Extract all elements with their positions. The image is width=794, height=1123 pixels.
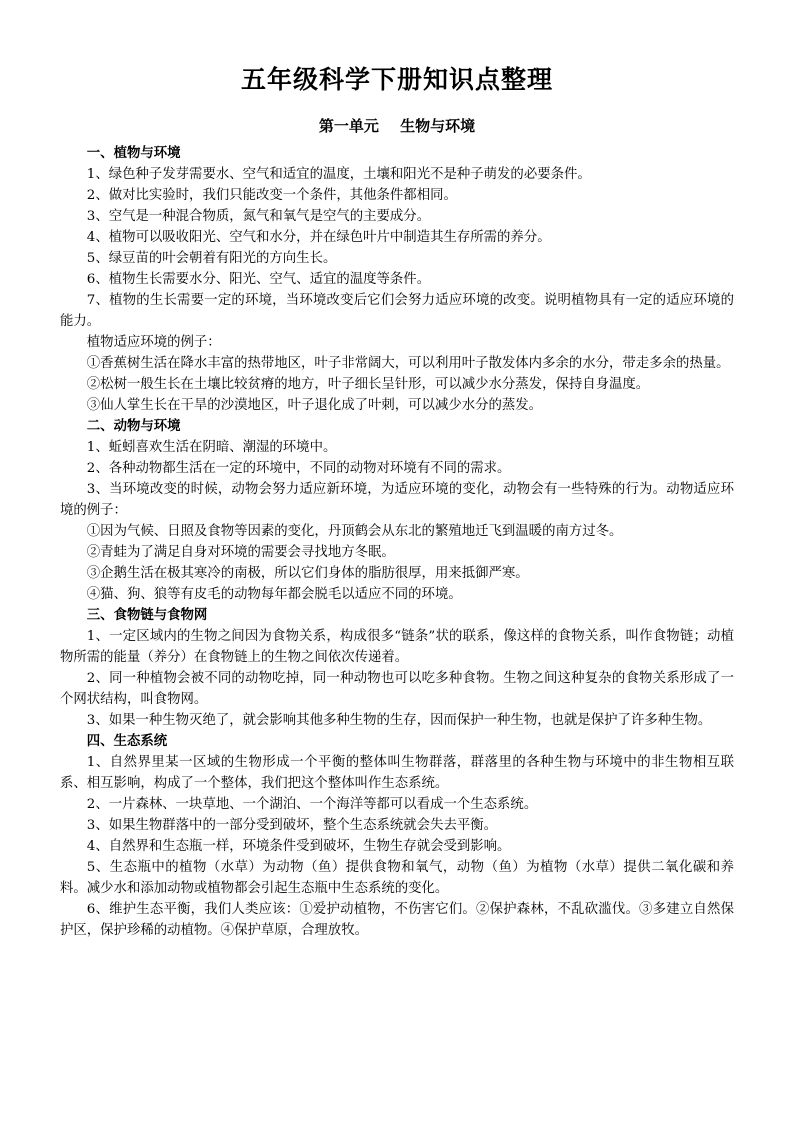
section-heading: 二、动物与环境 <box>86 419 181 434</box>
section-food-chain-web <box>60 605 734 731</box>
paragraph: 6、植物生长需要水分、阳光、空气、适宜的温度等条件。 <box>86 272 431 287</box>
paragraph: 3、当环境改变的时候，动物会努力适应新环境，为适应环境的变化，动物会有一些特殊的行为。动物适应环境的例子： <box>60 482 734 518</box>
paragraph: ①香蕉树生活在降水丰富的热带地区，叶子非常阔大，可以利用叶子散发体内多余的水分，带走多余的热量。 <box>86 356 730 371</box>
paragraph: 2、做对比实验时，我们只能改变一个条件，其他条件都相同。 <box>86 188 457 203</box>
unit-label: 第一单元 <box>318 117 379 135</box>
paragraph: ③仙人掌生长在干旱的沙漠地区，叶子退化成了叶刺，可以减少水分的蒸发。 <box>86 398 543 413</box>
paragraph: ③企鹅生活在极其寒冷的南极，所以它们身体的脂肪很厚，用来抵御严寒。 <box>86 566 529 581</box>
document-body <box>60 143 734 941</box>
paragraph: ②松树一般生长在土壤比较贫瘠的地方，叶子细长呈针形，可以减少水分蒸发，保持自身温度。 <box>86 377 650 392</box>
paragraph: 1、自然界里某一区域的生物形成一个平衡的整体叫生物群落，群落里的各种生物与环境中的非生物相互联系、相互影响，构成了一个整体，我们把这个整体叫作生态系统。 <box>60 755 734 791</box>
section-animals-environment <box>60 416 734 605</box>
page-title: 五年级科学下册知识点整理 <box>240 65 553 94</box>
unit-heading <box>0 114 794 138</box>
paragraph: 3、如果生物群落中的一部分受到破坏，整个生态系统就会失去平衡。 <box>86 818 498 833</box>
section-heading: 一、植物与环境 <box>86 146 181 161</box>
section-ecosystem <box>60 731 734 941</box>
paragraph: 4、植物可以吸收阳光、空气和水分，并在绿色叶片中制造其生存所需的养分。 <box>86 230 551 245</box>
paragraph: 6、维护生态平衡，我们人类应该：①爱护动植物，不伤害它们。②保护森林，不乱砍滥伐。③多建立自然保护区，保护珍稀的动植物。④保护草原，合理放牧。 <box>60 902 734 938</box>
paragraph: 植物适应环境的例子： <box>86 335 221 350</box>
paragraph: 2、各种动物都生活在一定的环境中，不同的动物对环境有不同的需求。 <box>86 461 511 476</box>
paragraph: ④猫、狗、狼等有皮毛的动物每年都会脱毛以适应不同的环境。 <box>86 587 462 602</box>
section-heading: 四、生态系统 <box>86 734 168 749</box>
paragraph: 5、生态瓶中的植物（水草）为动物（鱼）提供食物和氧气，动物（鱼）为植物（水草）提供二氧化碳和养料。减少水和添加动物或植物都会引起生态瓶中生态系统的变化。 <box>60 860 734 896</box>
paragraph: 1、一定区域内的生物之间因为食物关系，构成很多“链条”状的联系，像这样的食物关系，叫作食物链；动植物所需的能量（养分）在食物链上的生物之间依次传递着。 <box>60 629 734 665</box>
paragraph: 3、空气是一种混合物质，氮气和氧气是空气的主要成分。 <box>86 209 431 224</box>
paragraph: ②青蛙为了满足自身对环境的需要会寻找地方冬眠。 <box>86 545 395 560</box>
paragraph: 3、如果一种生物灭绝了，就会影响其他多种生物的生存，因而保护一种生物，也就是保护了许多种生物。 <box>86 713 712 728</box>
section-plants-environment <box>60 143 734 416</box>
paragraph: 4、自然界和生态瓶一样，环境条件受到破坏，生物生存就会受到影响。 <box>86 839 511 854</box>
paragraph: 2、同一种植物会被不同的动物吃掉，同一种动物也可以吃多种食物。生物之间这种复杂的食物关系形成了一个网状结构，叫食物网。 <box>60 671 734 707</box>
paragraph: 7、植物的生长需要一定的环境，当环境改变后它们会努力适应环境的改变。说明植物具有一定的适应环境的能力。 <box>60 293 734 329</box>
unit-name: 生物与环境 <box>400 117 476 135</box>
paragraph: ①因为气候、日照及食物等因素的变化，丹顶鹤会从东北的繁殖地迁飞到温暖的南方过冬。 <box>86 524 623 539</box>
paragraph: 2、一片森林、一块草地、一个湖泊、一个海洋等都可以看成一个生态系统。 <box>86 797 538 812</box>
section-heading: 三、食物链与食物网 <box>86 608 208 623</box>
paragraph: 1、绿色种子发芽需要水、空气和适宜的温度，土壤和阳光不是种子萌发的必要条件。 <box>86 167 591 182</box>
paragraph: 5、绿豆苗的叶会朝着有阳光的方向生长。 <box>86 251 337 266</box>
paragraph: 1、蚯蚓喜欢生活在阴暗、潮湿的环境中。 <box>86 440 337 455</box>
